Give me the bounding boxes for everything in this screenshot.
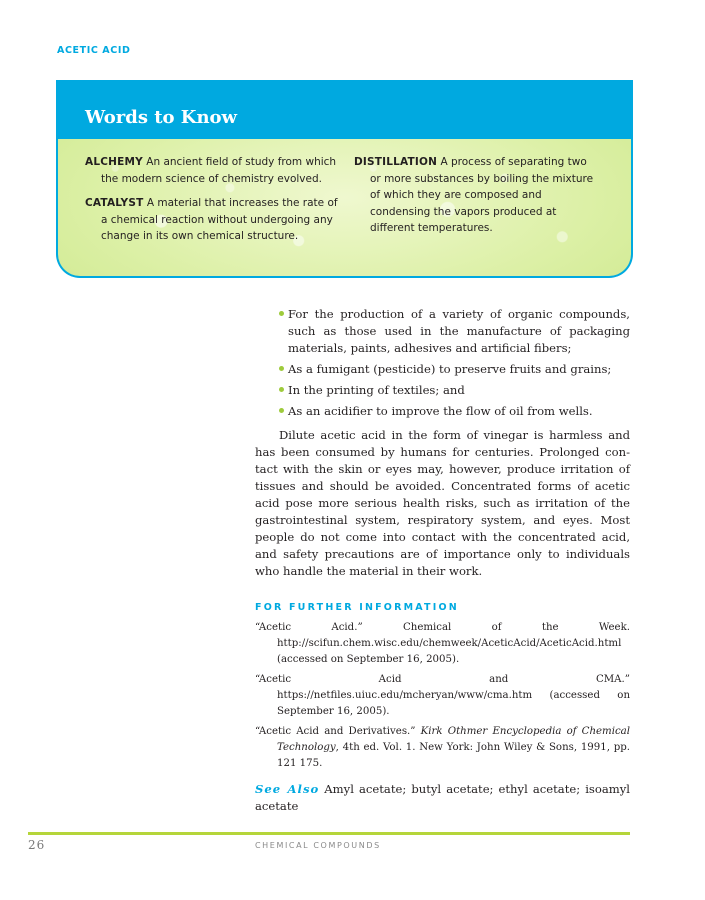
running-head: ACETIC ACID	[57, 45, 131, 56]
reference-item	[255, 672, 630, 720]
reference-encyclopedia-title: Kirk Othmer Encyclopedia of Chemical Technology	[277, 726, 630, 753]
footer-book-title: CHEMICAL COMPOUNDS	[255, 841, 381, 850]
references-list	[255, 620, 630, 776]
bullet-text: In the printing of textiles; and	[288, 383, 465, 397]
bullet-text: For the production of a variety of organic compounds, such as those used in the manufacture of packaging materials, paints, adhesives and artificial fibers;	[288, 307, 630, 355]
list-item	[255, 382, 630, 399]
bullet-text: As a fumigant (pesticide) to preserve fruits and grains;	[288, 362, 612, 376]
list-item	[255, 361, 630, 378]
words-to-know-right-column	[354, 154, 596, 245]
bullet-dot-icon	[279, 366, 284, 371]
reference-title: “Acetic Acid.”	[255, 622, 363, 633]
reference-title: “Acetic Acid and CMA.”	[255, 674, 630, 685]
glossary-definition: A material that increases the rate of a chemical reaction without undergoing any change in its own chemical structure.	[101, 197, 338, 242]
words-to-know-title: Words to Know	[85, 107, 238, 128]
bullet-dot-icon	[279, 311, 284, 316]
glossary-term: CATALYST	[85, 197, 144, 209]
glossary-entry	[85, 195, 345, 245]
health-risks-paragraph: Dilute acetic acid in the form of vinegar is harmless and has been consumed by humans for centuries. Prolonged contact with the skin or eyes may, however, produce irritation of tissues and should be avoided. Concentrated forms of acetic acid pose more serious health risks, such as irritation of the gastrointestinal system, respiratory system, and eyes. Most people do not come into contact with the concentrated acid, and safety precautions are of importance only to individuals who handle the material in their work.	[255, 428, 630, 578]
see-also	[255, 781, 630, 815]
list-item	[255, 306, 630, 357]
list-item	[255, 403, 630, 420]
page-number: 26	[28, 838, 46, 852]
glossary-entry	[354, 154, 596, 237]
glossary-term: ALCHEMY	[85, 156, 143, 168]
uses-bullet-list	[255, 306, 630, 424]
reference-item	[255, 724, 630, 772]
reference-details: , 4th ed. Vol. 1. New York: John Wiley & Sons, 1991, pp. 121 175.	[277, 742, 630, 769]
reference-details: https://netfiles.uiuc.edu/mcheryan/www/cma.htm (accessed on September 16, 2005).	[277, 690, 630, 717]
reference-title: “Acetic Acid and Derivatives.”	[255, 726, 416, 737]
bullet-dot-icon	[279, 387, 284, 392]
reference-item	[255, 620, 630, 668]
further-information-heading: FOR FURTHER INFORMATION	[255, 602, 459, 613]
glossary-entry	[85, 154, 345, 187]
bullet-text: As an acidifier to improve the flow of oil from wells.	[288, 404, 593, 418]
see-also-text: Amyl acetate; butyl acetate; ethyl acetate; isoamyl acetate	[255, 782, 630, 813]
words-to-know-left-column	[85, 154, 345, 253]
glossary-definition: An ancient field of study from which the modern science of chemistry evolved.	[101, 156, 337, 185]
words-to-know-header	[58, 80, 631, 139]
see-also-label: See Also	[255, 782, 320, 796]
glossary-definition: A process of separating two or more substances by boiling the mixture of which they are composed and condensing the vapors produced at different temperatures.	[370, 156, 594, 234]
bullet-dot-icon	[279, 408, 284, 413]
words-to-know-box	[56, 80, 633, 278]
reference-details: Chemical of the Week. http://scifun.chem.wisc.edu/chemweek/AceticAcid/AceticAcid.html (accessed on September 16, 2005).	[277, 622, 630, 665]
glossary-term: DISTILLATION	[354, 156, 438, 168]
footer-rule	[28, 832, 630, 835]
